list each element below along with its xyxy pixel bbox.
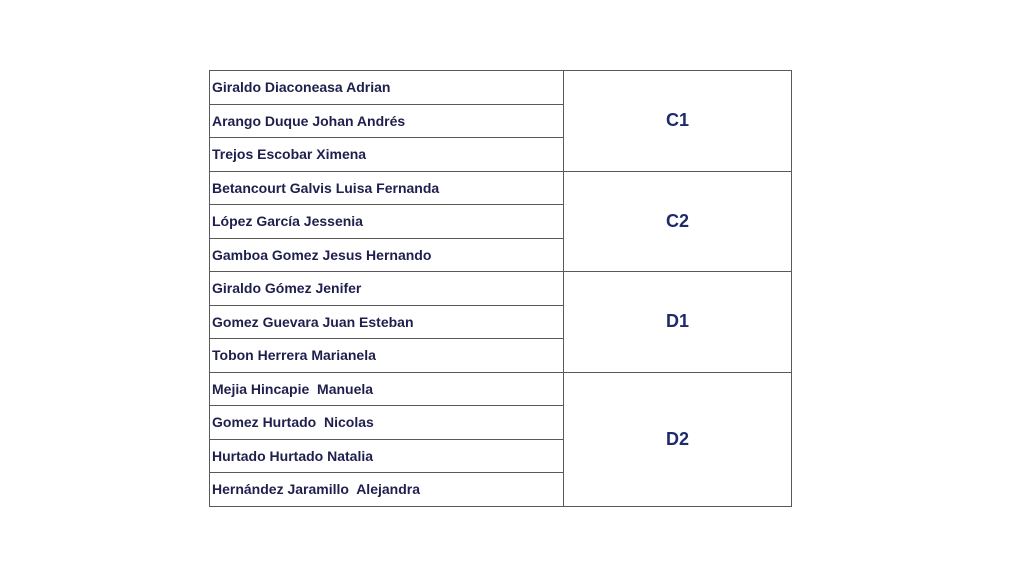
student-name: Giraldo Gómez Jenifer xyxy=(210,272,564,306)
student-name: Gomez Hurtado Nicolas xyxy=(210,406,564,440)
student-name: Hurtado Hurtado Natalia xyxy=(210,439,564,473)
student-name: Arango Duque Johan Andrés xyxy=(210,104,564,138)
student-name: Trejos Escobar Ximena xyxy=(210,138,564,172)
table-row xyxy=(210,71,792,105)
student-name: Gamboa Gomez Jesus Hernando xyxy=(210,238,564,272)
table-row xyxy=(210,171,792,205)
table-row xyxy=(210,372,792,406)
student-name: Mejia Hincapie Manuela xyxy=(210,372,564,406)
student-name: López García Jessenia xyxy=(210,205,564,239)
group-code: C1 xyxy=(564,71,792,172)
student-name: Tobon Herrera Marianela xyxy=(210,339,564,373)
student-name: Gomez Guevara Juan Esteban xyxy=(210,305,564,339)
table-row xyxy=(210,272,792,306)
group-assignment-table xyxy=(209,70,792,507)
group-code: C2 xyxy=(564,171,792,272)
group-code: D1 xyxy=(564,272,792,373)
student-name: Betancourt Galvis Luisa Fernanda xyxy=(210,171,564,205)
student-name: Giraldo Diaconeasa Adrian xyxy=(210,71,564,105)
group-code: D2 xyxy=(564,372,792,506)
student-name: Hernández Jaramillo Alejandra xyxy=(210,473,564,507)
